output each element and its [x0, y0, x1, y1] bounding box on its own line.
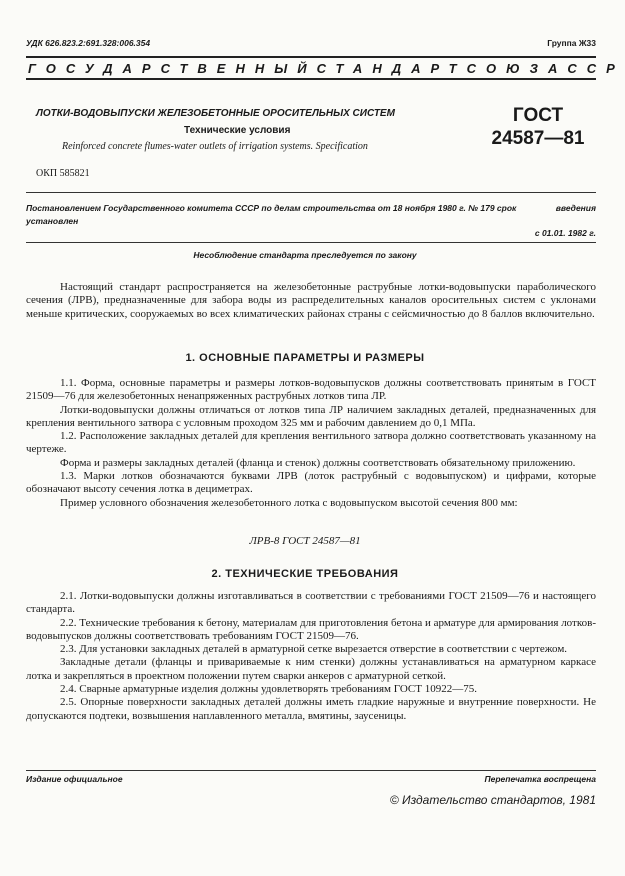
gost-number: 24587—81: [491, 128, 585, 149]
paragraph: Пример условного обозначения железобетонного лотка с водовыпуском высотой сечения 800 мм:: [60, 496, 518, 509]
section-heading: 2. ТЕХНИЧЕСКИЕ ТРЕБОВАНИЯ: [211, 568, 399, 580]
document-title: ЛОТКИ-ВОДОВЫПУСКИ ЖЕЛЕЗОБЕТОННЫЕ ОРОСИТЕЛЬНЫХ СИСТЕМ: [36, 108, 395, 119]
divider: [26, 192, 596, 193]
banner-word: СТАНДАРТ: [316, 60, 467, 76]
banner-word: ССР: [567, 60, 625, 76]
standard-banner: [26, 56, 625, 80]
paragraph: Закладные детали (фланцы и привариваемые к ним стенки) должны устанавливаться на арматурном каркасе лотка и закрепляться в проектном положении путем сварки анкеров с арматурной сеткой.: [26, 656, 596, 682]
decree-right: введения: [555, 203, 596, 213]
english-title: Reinforced concrete flumes-water outlets of irrigation systems. Specification: [62, 141, 368, 152]
paragraph: 2.5. Опорные поверхности закладных деталей должны иметь гладкие наружные и внутренние поверхности. Не допускаются подтеки, возвышения наплавленного металла, вмятины, заусеницы.: [26, 696, 596, 722]
decree-text: [26, 202, 596, 228]
paragraph: Лотки-водовыпуски должны отличаться от лотков типа ЛР наличием закладных деталей, предназначенных для крепления вентильного затвора с условным проходом 325 мм и рабочим давлением до 0,1 МПа.: [26, 403, 596, 429]
official-edition: Издание официальное: [26, 774, 123, 784]
document-subtitle: Технические условия: [184, 125, 291, 136]
gost-number-block: [488, 104, 588, 150]
banner-word: ГОСУДАРСТВЕННЫЙ: [28, 60, 317, 76]
copyright: © Издательство стандартов, 1981: [389, 793, 596, 807]
gost-label: ГОСТ: [512, 105, 564, 126]
paragraph: Форма и размеры закладных деталей (фланца и стенок) должны соответствовать обязательному приложению.: [60, 456, 576, 469]
paragraph: 2.4. Сварные арматурные изделия должны удовлетворять требованиям ГОСТ 10922—75.: [60, 683, 477, 696]
divider: [26, 242, 596, 243]
paragraph: 2.3. Для установки закладных деталей в арматурной сетке вырезается отверстие в соответствии с чертежом.: [60, 643, 568, 656]
udk-code: УДК 626.823.2:691.328:006.354: [26, 38, 151, 48]
designation-example: ЛРВ-8 ГОСТ 24587—81: [249, 535, 361, 547]
reprint-notice: Перепечатка воспрещена: [484, 774, 596, 784]
footer-divider: [26, 770, 596, 771]
paragraph: 2.2. Технические требования к бетону, материалам для приготовления бетона и арматуре для армирования лотков-водовыпусков должны соответствовать требованиям ГОСТ 21509—76.: [26, 616, 596, 642]
law-notice: Несоблюдение стандарта преследуется по закону: [193, 250, 417, 260]
section2-body: [26, 590, 596, 723]
paragraph: 2.1. Лотки-водовыпуски должны изготавливаться в соответствии с требованиями ГОСТ 21509—76 и настоящего стандарта.: [26, 590, 596, 616]
section-heading: 1. ОСНОВНЫЕ ПАРАМЕТРЫ И РАЗМЕРЫ: [185, 352, 425, 364]
group-code: Группа Ж33: [547, 38, 596, 48]
paragraph: 1.1. Форма, основные параметры и размеры лотков-водовыпусков должны соответствовать принятым в ГОСТ 21509—76 для железобетонных ненапряженных раструбных лотков типа ЛР.: [26, 377, 596, 403]
decree-line: Постановлением Государственного комитета СССР по делам строительства от 18 ноября 1980 г. № 179 срок: [26, 203, 517, 213]
decree-line2: установлен: [26, 216, 79, 226]
okp-code: ОКП 585821: [36, 168, 90, 179]
paragraph: Настоящий стандарт распространяется на железобетонные раструбные лотки-водовыпуски параболического сечения (ЛРВ), предназначенные для забора воды из распределительных каналов оросительных систем с уклонами меньше критических, сооружаемых во всех климатических районах страны с сейсмичностью до 8 баллов включительно.: [26, 281, 596, 320]
effective-date: с 01.01. 1982 г.: [534, 228, 596, 238]
paragraph: 1.3. Марки лотков обозначаются буквами ЛРВ (лоток раструбный с водовыпуском) и цифрами, которые обозначают высоту сечения лотка в дециметрах.: [26, 470, 596, 496]
intro-paragraph: [26, 281, 596, 321]
paragraph: 1.2. Расположение закладных деталей для крепления вентильного затвора должно соответствовать указанному на чертеже.: [26, 430, 596, 456]
banner-word: СОЮЗА: [466, 60, 568, 76]
section1-body: [26, 377, 596, 510]
